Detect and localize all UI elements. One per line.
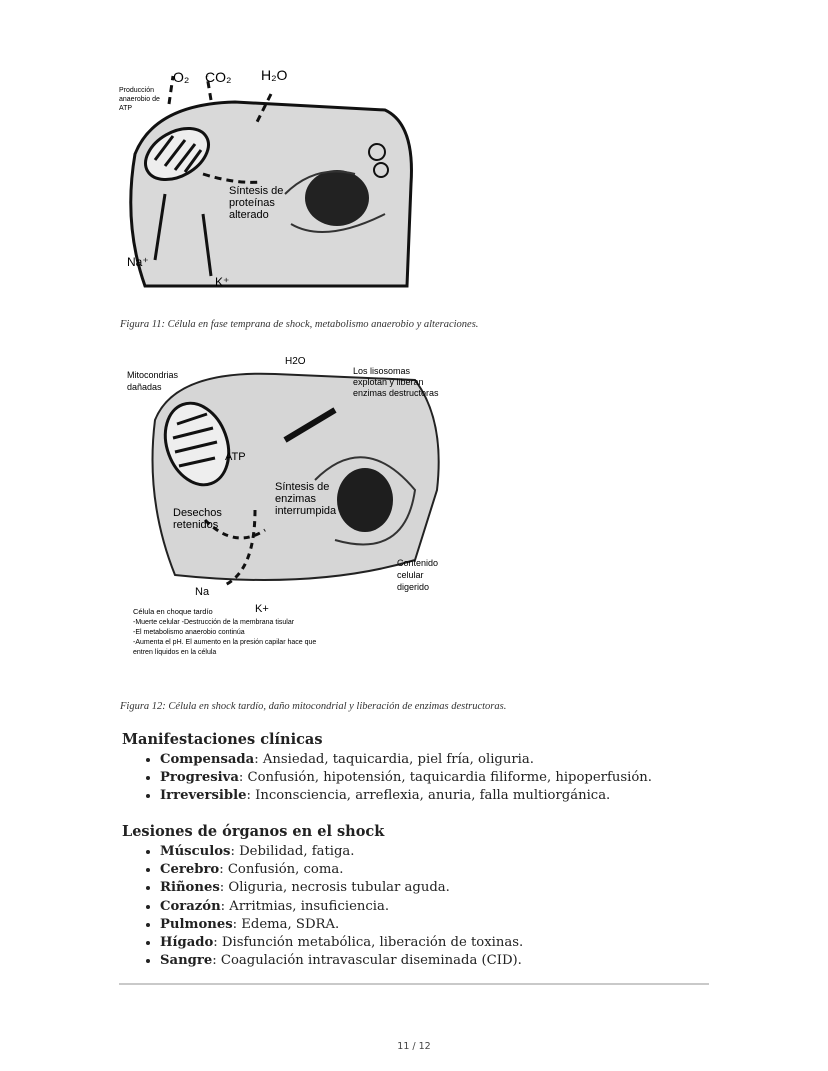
- list-item: • Músculos: Debilidad, fatiga.: [160, 843, 742, 861]
- svg-text:Producción: Producción: [119, 87, 155, 94]
- clinical-list: [122, 751, 742, 806]
- content-label: [397, 558, 438, 592]
- waste-label: [173, 507, 222, 531]
- horizontal-divider: [119, 983, 709, 985]
- list-item: • Irreversible: Inconsciencia, arreflexia, anuria, falla multiorgánica.: [160, 787, 742, 805]
- atp-label: ATP: [225, 451, 246, 463]
- svg-text:Síntesis de: Síntesis de: [229, 185, 284, 197]
- svg-text:celular: celular: [397, 570, 424, 580]
- organ-lesions-section: [122, 823, 742, 970]
- lysosome-label: [353, 366, 439, 398]
- svg-text:Síntesis de: Síntesis de: [275, 481, 330, 493]
- svg-text:enzimas destructoras: enzimas destructoras: [353, 388, 439, 398]
- svg-text:Contenido: Contenido: [397, 558, 439, 568]
- figure-late-shock-cell: [115, 340, 455, 690]
- svg-text:Célula en choque tardío: Célula en choque tardío: [133, 607, 213, 616]
- h2o-label: H2O: [285, 356, 306, 367]
- o2-label: O₂: [173, 69, 190, 85]
- figure-12-caption: Figura 12: Célula en shock tardío, daño mitocondrial y liberación de enzimas destructoras.: [120, 701, 507, 712]
- svg-text:-El metabolismo anaerobio cont: -El metabolismo anaerobio continúa: [133, 629, 245, 636]
- svg-text:-Muerte celular -Destrucción d: -Muerte celular -Destrucción de la membrana tisular: [133, 619, 295, 626]
- clinical-heading: Manifestaciones clínicas: [122, 731, 323, 748]
- svg-text:entren líquidos en la célula: entren líquidos en la célula: [133, 649, 217, 656]
- k-label: K⁺: [215, 275, 230, 289]
- list-item: • Sangre: Coagulación intravascular diseminada (CID).: [160, 952, 742, 970]
- early-shock-cell-drawing: [115, 64, 415, 290]
- svg-text:digerido: digerido: [397, 582, 430, 592]
- nucleus: [305, 170, 369, 226]
- clinical-manifestations-section: [122, 731, 742, 806]
- page-number: 11 / 12: [397, 1041, 431, 1052]
- svg-text:Desechos: Desechos: [173, 507, 222, 519]
- figure-11-caption: Figura 11: Célula en fase temprana de shock, metabolismo anaerobio y alteraciones.: [120, 319, 479, 330]
- list-item: • Hígado: Disfunción metabólica, liberación de toxinas.: [160, 934, 742, 952]
- na-label: Na: [195, 586, 210, 598]
- svg-text:ATP: ATP: [119, 105, 133, 112]
- late-shock-cell-drawing: [115, 340, 455, 690]
- svg-text:explotan y liberan: explotan y liberan: [353, 377, 424, 387]
- svg-text:interrumpida: interrumpida: [275, 505, 337, 517]
- late-shock-notes: [133, 607, 316, 656]
- svg-text:anaerobio de: anaerobio de: [119, 96, 160, 103]
- figure-early-shock-cell: [115, 64, 415, 290]
- co2-label: CO₂: [205, 69, 232, 85]
- list-item: • Progresiva: Confusión, hipotensión, taquicardia filiforme, hipoperfusión.: [160, 769, 742, 787]
- svg-text:retenidos: retenidos: [173, 519, 219, 531]
- organs-list: [122, 843, 742, 970]
- list-item: • Corazón: Arritmias, insuficiencia.: [160, 898, 742, 916]
- svg-text:alterado: alterado: [229, 209, 269, 221]
- svg-text:enzimas: enzimas: [275, 493, 316, 505]
- svg-text:Los lisosomas: Los lisosomas: [353, 366, 411, 376]
- list-item: • Pulmones: Edema, SDRA.: [160, 916, 742, 934]
- svg-text:dañadas: dañadas: [127, 382, 162, 392]
- svg-text:proteínas: proteínas: [229, 197, 275, 209]
- list-item: • Compensada: Ansiedad, taquicardia, piel fría, oliguria.: [160, 751, 742, 769]
- atp-label: [119, 87, 160, 112]
- h2o-label: H₂O: [261, 67, 288, 83]
- svg-text:Mitocondrias: Mitocondrias: [127, 370, 179, 380]
- mito-label: [127, 370, 179, 392]
- list-item: • Cerebro: Confusión, coma.: [160, 861, 742, 879]
- organs-heading: Lesiones de órganos en el shock: [122, 823, 385, 840]
- svg-text:-Aumenta el pH. El aumento en: -Aumenta el pH. El aumento en la presión capilar hace que: [133, 639, 317, 646]
- na-label: Na⁺: [127, 255, 149, 269]
- k-label: K+: [255, 603, 269, 615]
- nucleus: [337, 468, 393, 532]
- list-item: • Riñones: Oliguria, necrosis tubular aguda.: [160, 879, 742, 897]
